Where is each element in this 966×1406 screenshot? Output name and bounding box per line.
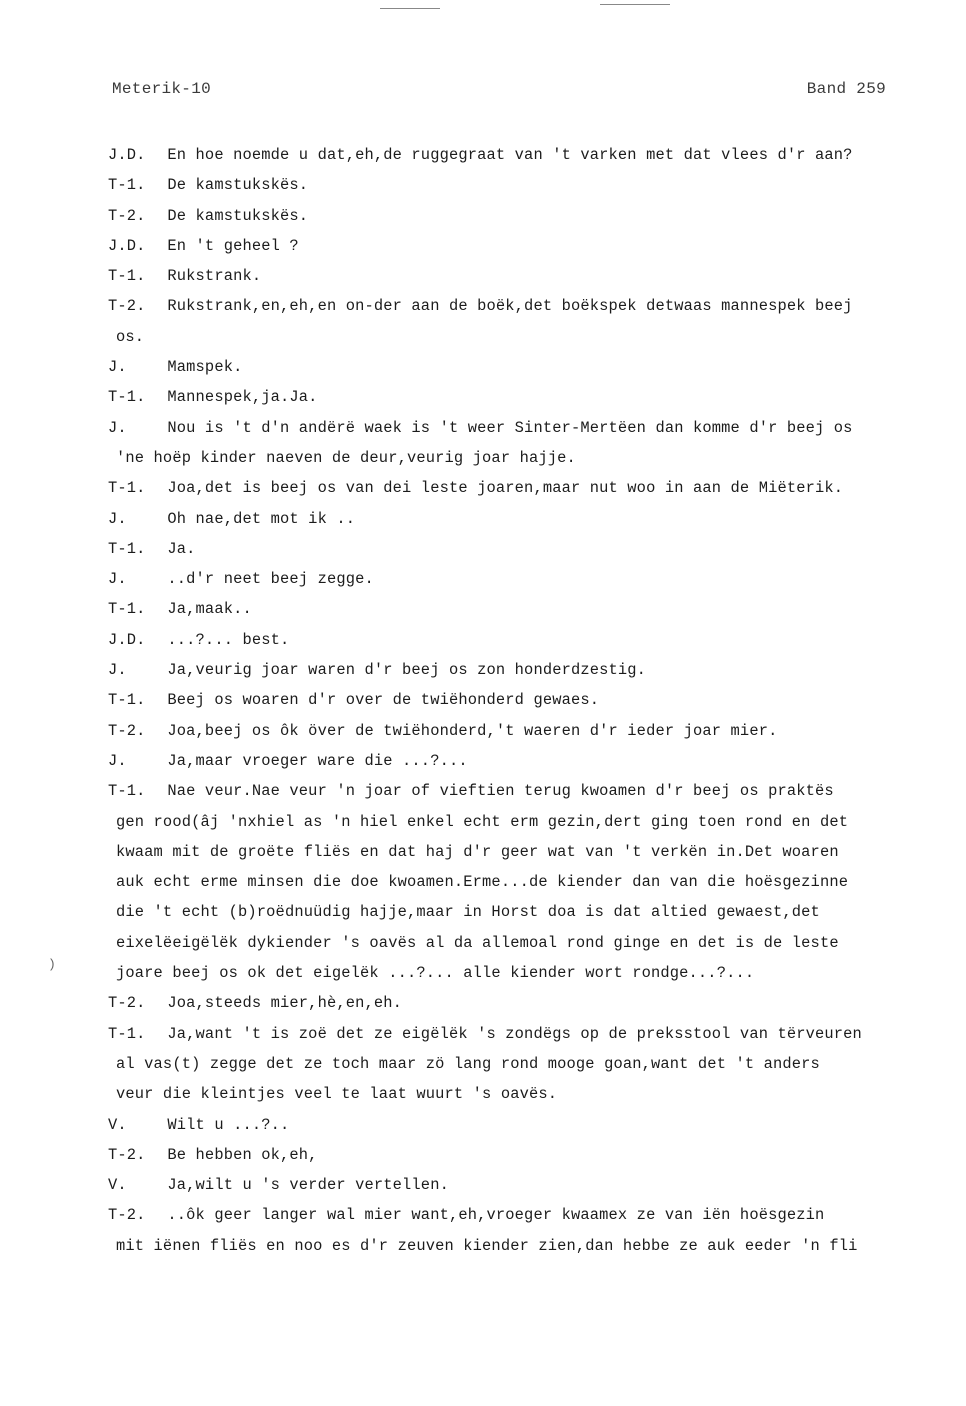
speaker-label: T-1. [108, 539, 146, 558]
transcript-line [108, 352, 958, 382]
speaker-label: J. [108, 570, 127, 589]
speaker-label: T-2. [108, 994, 146, 1013]
utterance-text: Be hebben ok,eh, [167, 1145, 318, 1164]
transcript-line [108, 443, 958, 473]
transcript-line [108, 958, 958, 988]
speaker-label: T-2. [108, 721, 146, 740]
speaker-label: T-2. [108, 206, 146, 225]
utterance-text: En hoe noemde u dat,eh,de ruggegraat van 't varken met dat vlees d'r aan? [167, 146, 853, 164]
utterance-text: Joa,beej os ôk över de twiëhonderd,'t waeren d'r ieder joar mier. [167, 721, 778, 740]
utterance-text: auk echt erme minsen die doe kwoamen.Erme...de kiender dan van die hoësgezinne [116, 873, 849, 892]
transcript-line [108, 625, 958, 655]
utterance-text: 'ne hoëp kinder naeven de deur,veurig joar hajje. [116, 448, 576, 467]
utterance-text: ..d'r neet beej zegge. [167, 570, 374, 589]
margin-mark: ) [48, 957, 56, 972]
transcript-line [108, 746, 958, 776]
transcript-line [108, 1231, 958, 1261]
transcript-line [108, 776, 958, 806]
utterance-text: Joa,det is beej os van dei leste joaren,maar nut woo in aan de Miëterik. [167, 479, 844, 498]
transcript-line [108, 807, 958, 837]
transcript-line [108, 261, 958, 291]
transcript-line [108, 504, 958, 534]
transcript-line [108, 1079, 958, 1109]
speaker-label: T-1. [108, 388, 146, 407]
utterance-text: mit iënen fliës en noo es d'r zeuven kiender zien,dan hebbe ze auk eeder 'n fli [116, 1236, 858, 1255]
utterance-text: gen rood(âj 'nxhiel as 'n hiel enkel echt erm gezin,dert ging toen rond en det [116, 812, 849, 831]
speaker-label: J. [108, 661, 127, 680]
transcript-line [108, 655, 958, 685]
transcript-line [108, 594, 958, 624]
speaker-label: J. [108, 418, 127, 437]
transcript-line [108, 170, 958, 200]
utterance-text: Ja,maak.. [167, 600, 252, 619]
speaker-label: T-1. [108, 1024, 146, 1043]
speaker-label: T-2. [108, 1145, 146, 1164]
utterance-text: Beej os woaren d'r over de twiëhonderd gewaes. [167, 691, 600, 710]
utterance-text: ...?... best. [167, 630, 290, 649]
utterance-text: Ja,want 't is zoë det ze eigëlëk 's zondëgs op de preksstool van tërveuren [167, 1024, 862, 1043]
utterance-text: eixelëeigëlëk dykiender 's oavës al da allemoal rond ginge en det is de leste [116, 933, 839, 952]
transcript-line [108, 382, 958, 412]
transcript-line [108, 322, 958, 352]
utterance-text: kwaam mit de groëte fliës en dat haj d'r geer wat van 't verkën in.Det woaren [116, 842, 839, 861]
utterance-text: De kamstukskës. [167, 176, 309, 195]
speaker-label: J.D. [108, 146, 146, 164]
transcript-line [108, 413, 958, 443]
speaker-label: T-1. [108, 176, 146, 195]
transcript-line [108, 988, 958, 1018]
document-title: Meterik-10 [112, 80, 212, 98]
speaker-label: T-1. [108, 691, 146, 710]
transcript-line [108, 564, 958, 594]
utterance-text: die 't echt (b)roëdnuüdig hajje,maar in Horst doa is dat altied gewaest,det [116, 903, 820, 922]
speaker-label: T-1. [108, 782, 146, 801]
speaker-label: T-1. [108, 479, 146, 498]
utterance-text: Mannespek,ja.Ja. [167, 388, 318, 407]
utterance-text: En 't geheel ? [167, 236, 299, 255]
speaker-label: J.D. [108, 630, 146, 649]
transcript-line [108, 140, 958, 170]
transcript-line [108, 231, 958, 261]
speaker-label: T-2. [108, 1206, 146, 1225]
utterance-text: De kamstukskës. [167, 206, 309, 225]
scan-artifact [380, 8, 440, 9]
tape-number: Band 259 [806, 80, 886, 98]
speaker-label: V. [108, 1115, 127, 1134]
utterance-text: Mamspek. [167, 358, 243, 377]
utterance-text: Nou is 't d'n andërë waek is 't weer Sinter-Mertëen dan komme d'r beej os [167, 418, 853, 437]
speaker-label: V. [108, 1176, 127, 1195]
utterance-text: Joa,steeds mier,hè,en,eh. [167, 994, 403, 1013]
transcript-line [108, 534, 958, 564]
transcript-line [108, 1019, 958, 1049]
utterance-text: Ja. [167, 539, 196, 558]
transcript-line [108, 473, 958, 503]
utterance-text: ..ôk geer langer wal mier want,eh,vroeger kwaamex ze van iën hoësgezin [167, 1206, 825, 1225]
transcript-line [108, 1140, 958, 1170]
transcript-body [108, 140, 958, 1261]
speaker-label: T-1. [108, 600, 146, 619]
transcript-line [108, 1200, 958, 1230]
utterance-text: Ja,wilt u 's verder vertellen. [167, 1176, 449, 1195]
utterance-text: Wilt u ...?.. [167, 1115, 290, 1134]
speaker-label: J. [108, 751, 127, 770]
transcript-line [108, 867, 958, 897]
utterance-text: os. [116, 327, 145, 346]
scan-artifact [600, 4, 670, 5]
utterance-text: joare beej os ok det eigelëk ...?... alle kiender wort rondge...?... [116, 964, 755, 983]
speaker-label: T-1. [108, 267, 146, 286]
utterance-text: al vas(t) zegge det ze toch maar zö lang rond mooge goan,want det 't anders [116, 1054, 820, 1073]
transcript-line [108, 928, 958, 958]
utterance-text: Ja,veurig joar waren d'r beej os zon honderdzestig. [167, 661, 647, 680]
transcript-line [108, 837, 958, 867]
transcript-line [108, 716, 958, 746]
utterance-text: Rukstrank. [167, 267, 262, 286]
speaker-label: J. [108, 358, 127, 377]
speaker-label: J. [108, 509, 127, 528]
transcript-line [108, 1170, 958, 1200]
transcript-line [108, 685, 958, 715]
speaker-label: T-2. [108, 297, 146, 316]
utterance-text: veur die kleintjes veel te laat wuurt 's oavës. [116, 1085, 558, 1104]
transcript-line [108, 291, 958, 321]
speaker-label: J.D. [108, 236, 146, 255]
utterance-text: Ja,maar vroeger ware die ...?... [167, 751, 468, 770]
transcript-line [108, 1110, 958, 1140]
transcript-line [108, 201, 958, 231]
transcript-line [108, 897, 958, 927]
utterance-text: Oh nae,det mot ik .. [167, 509, 356, 528]
transcript-line [108, 1049, 958, 1079]
utterance-text: Rukstrank,en,eh,en on-der aan de boëk,det boëkspek detwaas mannespek beej [167, 297, 853, 316]
utterance-text: Nae veur.Nae veur 'n joar of vieftien terug kwoamen d'r beej os praktës [167, 782, 834, 801]
